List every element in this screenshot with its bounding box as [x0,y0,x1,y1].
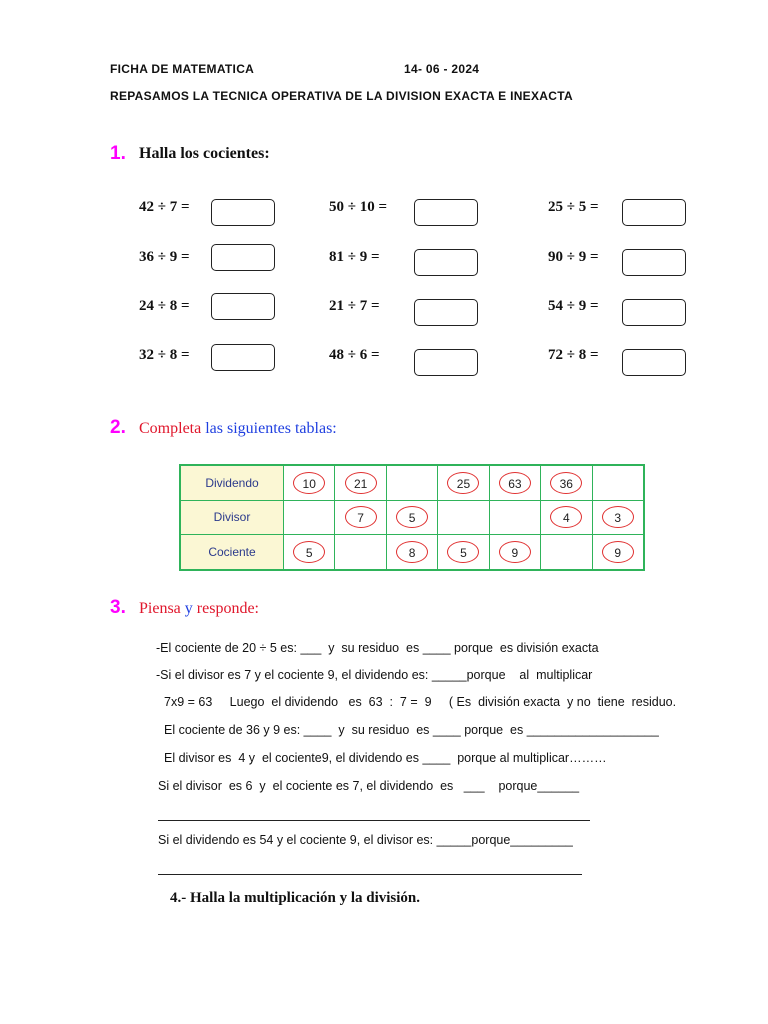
circled-value: 7 [345,506,377,528]
worksheet-title: FICHA DE MATEMATICA [110,62,255,76]
section-2-title-red: Completa [139,420,202,437]
circled-value: 63 [499,472,531,494]
table-cell[interactable] [438,535,489,570]
answer-box[interactable] [414,299,478,326]
question-line: Si el dividendo es 54 y el cociente 9, el divisor es: _____porque_________ [158,833,573,847]
table-cell[interactable] [541,466,592,501]
answer-box[interactable] [211,293,275,320]
table-row-divisor [181,500,644,535]
question-line: -Si el divisor es 7 y el cociente 9, el dividendo es: _____porque al multiplicar [156,668,593,682]
problem-label: 25 ÷ 5 = [548,199,599,215]
answer-box[interactable] [414,249,478,276]
worksheet-date: 14- 06 - 2024 [404,62,480,76]
table-row-dividendo [181,466,644,501]
section-3-title-blue: y [184,600,193,617]
table-cell[interactable] [438,500,489,535]
answer-box[interactable] [414,349,478,376]
question-line: El cociente de 36 y 9 es: ____ y su residuo es ____ porque es ___________________ [164,723,659,737]
answer-box[interactable] [414,199,478,226]
section-2-title [139,420,337,438]
circled-value: 5 [293,541,325,563]
answer-box[interactable] [622,349,686,376]
answer-box[interactable] [622,299,686,326]
section-3-title [139,600,259,618]
answer-box[interactable] [211,244,275,271]
section-1-number: 1. [110,143,126,164]
table-cell[interactable] [489,466,540,501]
problem-label: 48 ÷ 6 = [329,347,380,363]
section-2-number: 2. [110,417,126,438]
question-line: El divisor es 4 y el cociente9, el dividendo es ____ porque al multiplicar……… [164,751,607,765]
circled-value: 3 [602,506,634,528]
section-3-title-red-2: responde: [196,600,259,617]
circled-value: 25 [447,472,479,494]
circled-value: 5 [396,506,428,528]
question-line: 7x9 = 63 Luego el dividendo es 63 : 7 = 9 ( Es división exacta y no tiene residuo. [164,695,677,709]
circled-value: 10 [293,472,325,494]
problem-label: 36 ÷ 9 = [139,249,190,265]
section-2-title-blue: las siguientes tablas: [205,420,337,437]
problem-label: 50 ÷ 10 = [329,199,388,215]
table-cell[interactable] [335,500,386,535]
table-cell[interactable] [489,535,540,570]
table-cell[interactable] [438,466,489,501]
problem-label: 42 ÷ 7 = [139,199,190,215]
problem-label: 72 ÷ 8 = [548,347,599,363]
table-cell[interactable] [335,535,386,570]
circled-value: 9 [499,541,531,563]
answer-box[interactable] [622,199,686,226]
table-cell[interactable] [541,500,592,535]
table-cell[interactable] [284,500,335,535]
answer-line[interactable] [158,820,590,821]
section-3-number: 3. [110,597,126,618]
table-cell[interactable] [386,466,437,501]
table-cell[interactable] [386,500,437,535]
section-1-title: Halla los cocientes: [139,145,270,162]
table-cell[interactable] [592,535,643,570]
question-line: -El cociente de 20 ÷ 5 es: ___ y su residuo es ____ porque es división exacta [156,641,599,655]
section-4-title: 4.- Halla la multiplicación y la división. [170,890,421,906]
circled-value: 21 [345,472,377,494]
problem-label: 54 ÷ 9 = [548,298,599,314]
table-cell[interactable] [592,466,643,501]
table-cell[interactable] [335,466,386,501]
circled-value: 36 [550,472,582,494]
table-cell[interactable] [592,500,643,535]
table-cell[interactable] [489,500,540,535]
circled-value: 4 [550,506,582,528]
table-cell[interactable] [541,535,592,570]
table-cell[interactable] [386,535,437,570]
answer-line[interactable] [158,874,582,875]
table-cell[interactable] [284,466,335,501]
row-label-divisor: Divisor [181,500,284,535]
answer-box[interactable] [622,249,686,276]
circled-value: 5 [447,541,479,563]
problem-label: 32 ÷ 8 = [139,347,190,363]
problem-label: 24 ÷ 8 = [139,298,190,314]
circled-value: 8 [396,541,428,563]
table-cell[interactable] [284,535,335,570]
problem-label: 21 ÷ 7 = [329,298,380,314]
question-line: Si el divisor es 6 y el cociente es 7, el dividendo es ___ porque______ [158,779,580,793]
circled-value: 9 [602,541,634,563]
answer-box[interactable] [211,344,275,371]
division-table [179,464,645,571]
table-row-cociente [181,535,644,570]
answer-box[interactable] [211,199,275,226]
problem-label: 81 ÷ 9 = [329,249,380,265]
worksheet-topic: REPASAMOS LA TECNICA OPERATIVA DE LA DIVISION EXACTA E INEXACTA [110,89,573,103]
row-label-dividendo: Dividendo [181,466,284,501]
section-3-title-red: Piensa [139,600,181,617]
row-label-cociente: Cociente [181,535,284,570]
problem-label: 90 ÷ 9 = [548,249,599,265]
